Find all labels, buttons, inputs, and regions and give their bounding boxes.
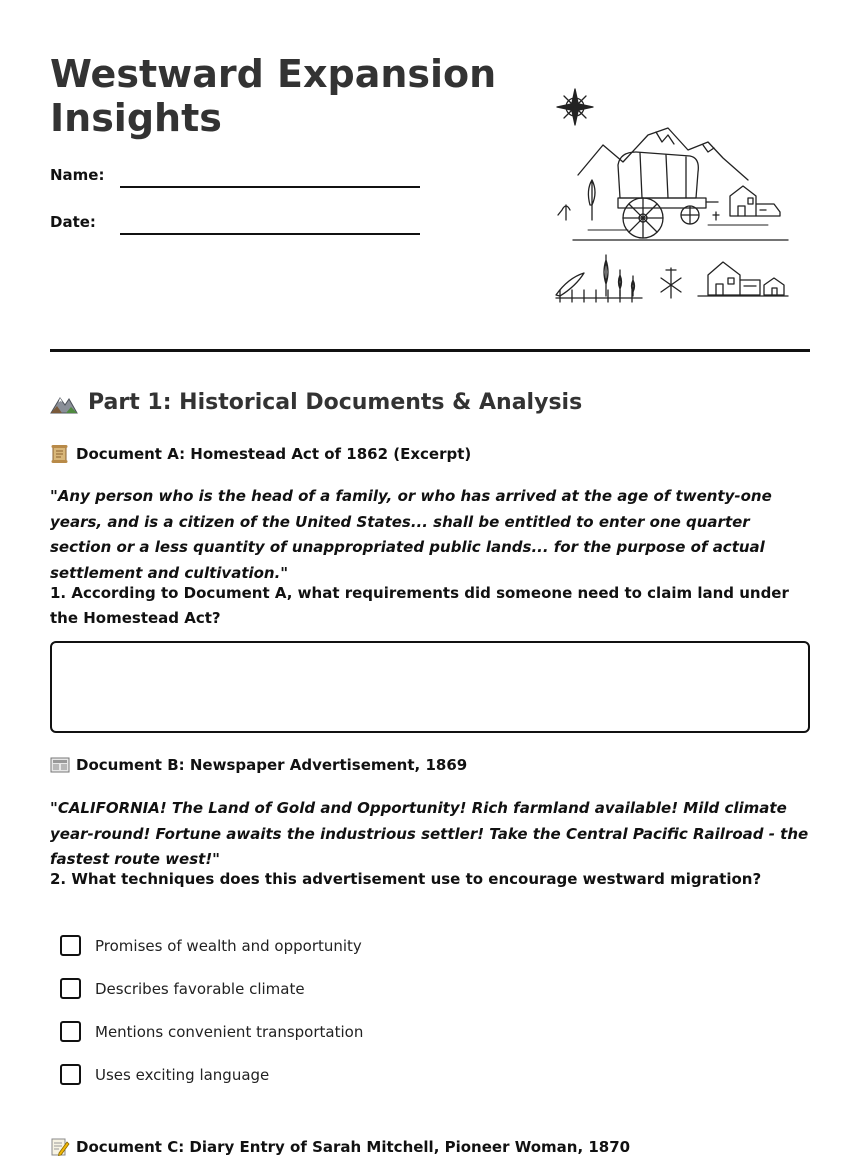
covered-wagon-landscape-icon bbox=[548, 80, 798, 310]
checkbox-label: Promises of wealth and opportunity bbox=[95, 936, 362, 955]
question-2: 2. What techniques does this advertisement use to encourage westward migration? bbox=[50, 870, 762, 888]
date-field[interactable] bbox=[120, 233, 420, 235]
title-line-1: Westward Expansion bbox=[50, 52, 497, 96]
question-1: 1. According to Document A, what requirements did someone need to claim land under the Homestead Act? bbox=[50, 584, 789, 627]
doc-c-heading-text: Document C: Diary Entry of Sarah Mitchell, Pioneer Woman, 1870 bbox=[76, 1138, 631, 1156]
doc-a-heading bbox=[50, 444, 471, 464]
checkbox-option[interactable] bbox=[60, 1021, 363, 1042]
checkbox[interactable] bbox=[60, 935, 81, 956]
doc-b-quote: "CALIFORNIA! The Land of Gold and Opportunity! Rich farmland available! Mild climate year-round! Fortune awaits the industrious settler! Take the Central Pacific Railroad - the fastest route west!" bbox=[50, 799, 809, 868]
worksheet-title bbox=[50, 52, 496, 140]
title-line-2: Insights bbox=[50, 96, 222, 140]
checkbox-option[interactable] bbox=[60, 978, 305, 999]
name-field[interactable] bbox=[120, 186, 420, 188]
newspaper-icon bbox=[50, 756, 70, 774]
checkbox-option[interactable] bbox=[60, 935, 362, 956]
date-label: Date: bbox=[50, 213, 96, 231]
doc-a-quote: "Any person who is the head of a family, or who has arrived at the age of twenty-one years, and is a citizen of the United States... shall be entitled to enter one quarter section or a less quantity of unappropriated public lands... for the purpose of actual settlement and cultivation." bbox=[50, 487, 772, 582]
checkbox-label: Describes favorable climate bbox=[95, 979, 305, 998]
question-1-answer-box[interactable] bbox=[50, 641, 810, 733]
checkbox-option[interactable] bbox=[60, 1064, 269, 1085]
section-divider bbox=[50, 349, 810, 352]
doc-b-heading-text: Document B: Newspaper Advertisement, 1869 bbox=[76, 756, 468, 774]
checkbox-label: Mentions convenient transportation bbox=[95, 1022, 364, 1041]
memo-icon bbox=[50, 1137, 70, 1157]
checkbox[interactable] bbox=[60, 978, 81, 999]
doc-b-heading bbox=[50, 756, 467, 774]
checkbox-label: Uses exciting language bbox=[95, 1065, 270, 1084]
doc-c-heading bbox=[50, 1137, 630, 1157]
part1-heading-text: Part 1: Historical Documents & Analysis bbox=[88, 390, 583, 415]
scroll-icon bbox=[50, 444, 70, 464]
mountain-icon bbox=[50, 392, 78, 414]
checkbox[interactable] bbox=[60, 1064, 81, 1085]
part1-heading bbox=[50, 390, 582, 415]
compass-icon bbox=[557, 89, 593, 125]
name-label: Name: bbox=[50, 166, 105, 184]
checkbox[interactable] bbox=[60, 1021, 81, 1042]
doc-a-heading-text: Document A: Homestead Act of 1862 (Excerpt) bbox=[76, 445, 472, 463]
